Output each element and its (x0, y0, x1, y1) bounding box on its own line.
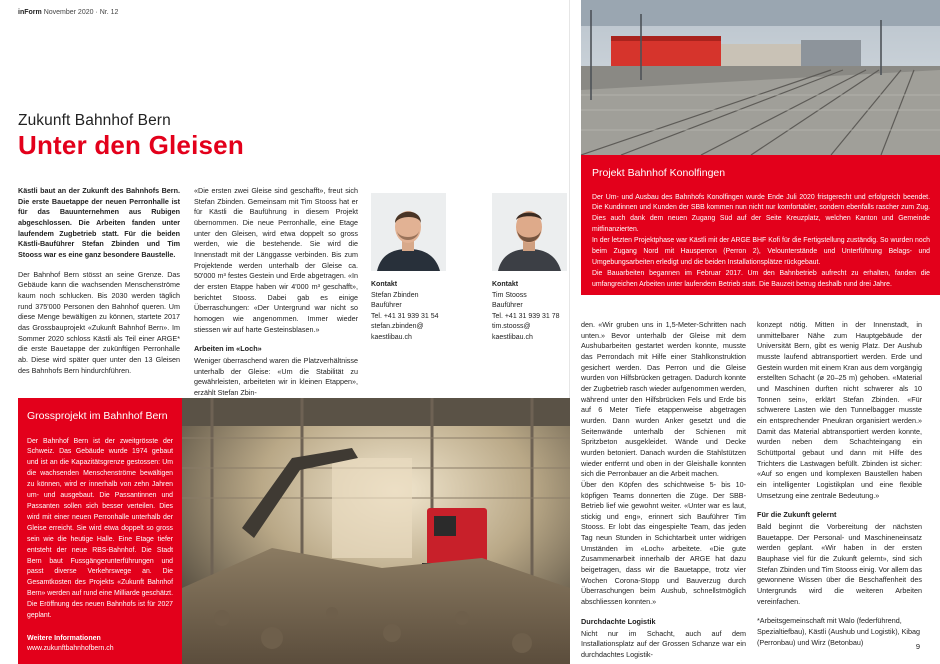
more-info-label: Weitere Informationen (27, 634, 101, 642)
box-paragraph: Die Bauarbeiten begannen im Februar 2017. Um den Bahnbetrieb aufrecht zu erhalten, fanden die umfangreichen Arbeiten unter laufendem Betrieb statt. Die Bauzeit betrug deshalb rund drei Jahre. (592, 269, 930, 288)
contact-heading: Kontakt (492, 281, 519, 288)
portrait-photo (371, 193, 446, 271)
contact-phone[interactable]: Tel. +41 31 939 31 54 (371, 312, 439, 320)
column-4 (757, 320, 922, 657)
box-paragraph: In der letzten Projektphase war Kästli mit der ARGE BHF Kofi für die Fertigstellung zuständig. So wurden noch beim Zugang Nord mit Hausperron (Perron 2), Velounterstände und Unterführung Belags- und Umgebungsarbeiten erledigt und die beiden Installationsplätze rückgebaut. (592, 237, 930, 266)
column-1 (18, 186, 180, 385)
footnote: *Arbeitsgemeinschaft mit Walo (federführend, Spezialtiefbau), Kästli (Aushub und Logistik), Kibag (Perronbau) und Wirz (Betonbau) (757, 616, 921, 647)
article-headline: Unter den Gleisen (18, 130, 244, 160)
paragraph: den. «Wir gruben uns in 1,5-Meter-Schritten nach unten.» Bevor unterhalb der Gleise mit dem Aushubarbeiten gestartet werden konnte, musste das Perrondach mit Hilfe einer Stahlkonstruktion gesichert werden. Das Perron und die Gleise wurden von Hilfsbrücken getragen. Dadurch konnte der Zugbetrieb rasch wieder aufgenommen werden, während unter den Hilfsbrücken Fels und Erde bis auf 6 Meter Tiefe etappenweise abgetragen wurden. Dann wurden Anker gesetzt und die Seitenwände unterhalb der Schienen mit Spritzbeton ausgekleidet. Wände und Decke wurden betoniert. Danach wurden die Stahlstützen wieder entfernt und oben in der Gleishalle konnten sich die Perronbauer an die Arbeit machen. (581, 320, 747, 479)
konolfingen-box (581, 155, 940, 295)
subheading: Für die Zukunft gelernt (757, 510, 837, 520)
contact-email[interactable]: stefan.zbinden@ (371, 323, 424, 330)
contact-heading: Kontakt (371, 281, 398, 288)
railway-station-photo-icon (581, 0, 940, 155)
bern-box (18, 398, 182, 664)
paragraph: «Die ersten zwei Gleise sind geschafft», freut sich Stefan Zbinden. Gemeinsam mit Tim Stooss hat er für Kästli die Bauführung in diesem Projekt übernommen. Die neue Perronhalle, eine Etage unter den Gleisen, wird etwa doppelt so gross werden, wie die bestehende. Sie wird die Innenstadt mit der Länggasse verbinden. Bis zum Projektende werden unterhalb der Gleise ca. 50'000 m³ festes Gestein und Erde abgetragen. «In der ersten Etappe haben wir 4'000 m³ geschafft», berichtet Stooss. Dabei gab es einige Überraschungen: «Der Untergrund war nicht so homogen wie angenommen. Immer wieder stiessen wir auf harte Gesteinsblasen.» (194, 186, 358, 334)
subheading: Durchdachte Logistik (581, 616, 656, 626)
paragraph: Über den Köpfen des schichtweise 5- bis 10-köpfigen Teams donnerten die Züge. Der SBB-Betrieb lief wie gewohnt weiter. «Unter war es laut, stickig und eng», erinnert sich Bauführer Tim Stooss. Er lobt das eingespielte Team, das jeden Tag neun Stunden in Schichtarbeit unter widrigen Umständen im «Loch» arbeitete. «Die gute Zusammenarbeit innerhalb der ARGE hat dazu beigetragen, dass wir die Bauetappe, trotz vier Wochen Corona-Stopp und Bauverzug durch Überraschungen beim Aushub, schnellstmöglich abschliessen konnten.» (581, 479, 746, 607)
contact-email-domain[interactable]: kaestlibau.ch (492, 333, 533, 341)
more-info-link[interactable]: www.zukunftbahnhofbern.ch (27, 645, 114, 653)
magazine-name: inForm (18, 9, 42, 16)
contact-role: Bauführer (371, 302, 402, 309)
contact-block (371, 280, 451, 343)
box-title: Projekt Bahnhof Konolfingen (592, 167, 726, 179)
page-header (18, 8, 118, 18)
box-paragraph: Der Bahnhof Bern ist der zweitgrösste der Schweiz. Das Gebäude wurde 1974 gebaut und ist an die Kapazitätsgrenze gestossen: Um die wachsenden Menschenströme bewältigen zu können, wird er innerhalb von zehn Jahren um- und ausgebaut. Die Passantinnen und Passanten sollen sich besser verteilen. Dies wird mit einer neuen Perronhalle unterhalb der Gleise erreicht. Sie wird etwa doppelt so gross sein wie die heutige Halle. Eine Etage tiefer entsteht der neue RBS-Bahnhof. Die Stadt Bern baut Fussgängerunterführungen und passt diverse Verkehrswege an. Die Gesamtkosten des Projekts «Zukunft Bahnhof Bern» werden auf rund eine Milliarde geschätzt. Die Eröffnung des neuen Bahnhofs ist für 2027 geplant. (27, 437, 173, 620)
station-photo (581, 0, 940, 155)
issue-info: November 2020 · Nr. 12 (43, 9, 119, 16)
paragraph: Bald beginnt die Vorbereitung der nächsten Bauetappe. Der Personal- und Maschineneinsatz werden geplant. «Wir haben in der ersten Bauphase viel für die Zukunft gelernt», sind sich Stefan Zbinden und Tim Stooss einig. Vor allem das gewonnene Wissen über die Beschaffenheit des Untergrunds wird die weiteren Arbeiten vereinfachen. (757, 521, 923, 606)
contact-email[interactable]: tim.stooss@ (492, 323, 531, 330)
column-3 (581, 320, 746, 664)
page-number: 9 (915, 642, 920, 651)
article-kicker: Zukunft Bahnhof Bern (18, 112, 171, 129)
box-title: Grossprojekt im Bahnhof Bern (27, 410, 168, 422)
person-portrait-icon (371, 193, 446, 271)
contact-name: Tim Stooss (492, 291, 527, 299)
person-portrait-icon (492, 193, 567, 271)
contact-name: Stefan Zbinden (371, 291, 419, 299)
subheading: Arbeiten im «Loch» (194, 344, 262, 354)
column-2 (194, 186, 358, 408)
article-lead: Kästli baut an der Zukunft des Bahnhofs Bern. Die erste Bauetappe der neuen Perronhalle ist für das Bauunternehmen aus Rubigen abgeschlossen. Die Arbeiten fanden unter laufendem Zugbetrieb statt. Für die beiden Kästli-Bauführer Stefan Zbinden und Tim Stooss war es eine ganz besondere Baustelle. (18, 186, 180, 259)
paragraph: konzept nötig. Mitten in der Innenstadt, in unmittelbarer Nähe zum Hauptgebäude der Universität Bern, gibt es wenig Platz. Der Aushub musste laufend abtransportiert werden. Erde und Gestein wurden mit einem Kran aus dem vorgängig erstellten Schacht (ø 20–25 m) gehoben. «Material und Maschinen durften nicht schwerer als 10 Tonnen sein», erklärt Stefan Zbinden. «Für schwerere Lasten wie den Tunnelbagger musste ein entsprechender Pneukran organisiert werden.» Damit das Material abtransportiert werden konnte, wurden neben dem Schachteingang ein Schüttportal gebaut und dann mit Hilfe des Trichters die Lastwagen befüllt. Zbinden ist sicher: «Auf so engen und komplexen Baustellen haben ein intelligenter Logistikplan und eine flexible Umsetzung eine zentrale Bedeutung.» (757, 320, 922, 500)
portrait-photo (492, 193, 567, 271)
paragraph: Der Bahnhof Bern stösst an seine Grenze. Das Gebäude kann die wachsenden Menschenströme kaum noch schlucken. Bis 2030 werden täglich rund 375'000 Personen den Bahnhof queren. Um diese Menge bewältigen zu können, startete 2017 das Grossbauprojekt «Zukunft Bahnhof Bern». Im Sommer 2020 schloss Kästli als Teil einer ARGE* die erste Bauetappe der zukünftigen Perronhalle ab. Diese wird später quer unter den 13 Gleisen des Bahnhofs Bern hindurchführen. (18, 269, 180, 375)
contact-role: Bauführer (492, 302, 523, 309)
contact-block (492, 280, 572, 343)
paragraph: Nicht nur im Schacht, auch auf dem Installationsplatz auf der Grossen Schanze war ein durchdachtes Logistik- (581, 628, 746, 659)
contact-email-domain[interactable]: kaestlibau.ch (371, 333, 412, 341)
underground-construction-photo-icon (182, 398, 570, 664)
box-paragraph: Der Um- und Ausbau des Bahnhofs Konolfingen wurde Ende Juli 2020 fristgerecht und erfolgreich beendet. Die Kundinnen und Kunden der SBB kommen nun nicht nur komfortabler, sondern ebenfalls rascher zum Zug. Dies auch dank dem neuen Zugang Süd auf der Seite Kreuzplatz, welchen Kanton und Gemeinde mitfinanzierten. (592, 193, 930, 234)
contact-phone[interactable]: Tel. +41 31 939 31 78 (492, 312, 560, 320)
paragraph: Weniger überraschend waren die Platzverhältnisse unterhalb der Gleise: «Um die Stabilität zu gewährleisten, arbeiteten wir in kleinen Etappen», erzählt Stefan Zbin- (194, 355, 358, 397)
construction-photo (182, 398, 570, 664)
